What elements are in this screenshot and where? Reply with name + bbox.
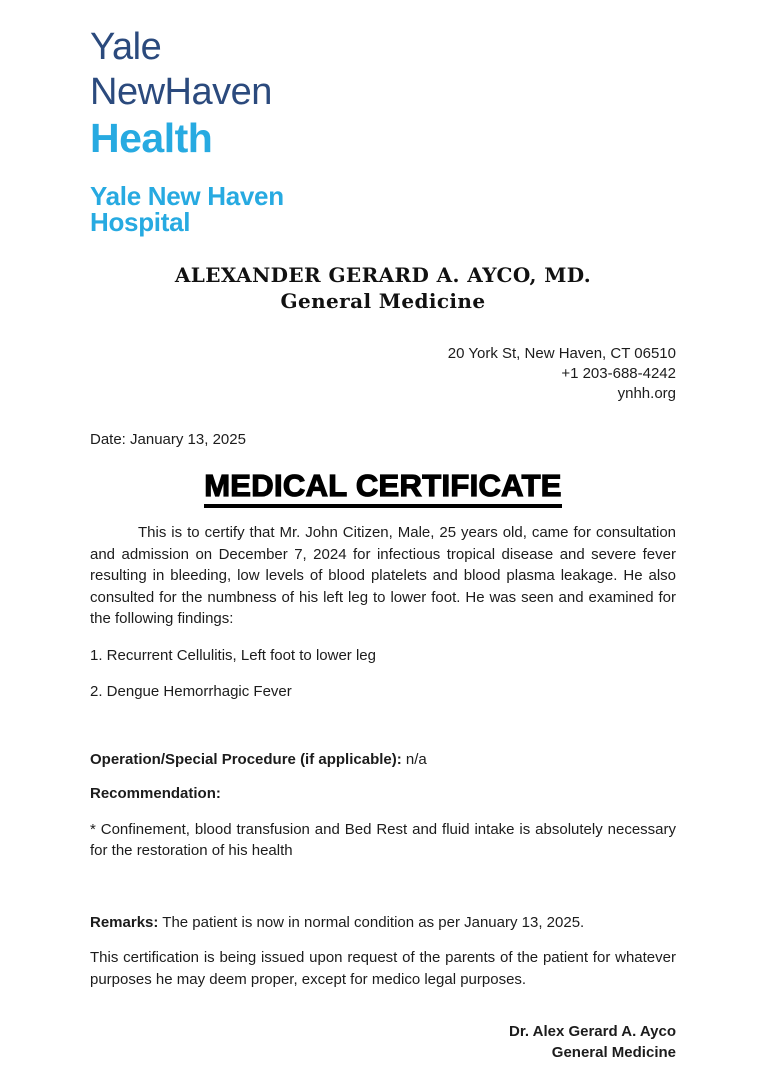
signature-name: Dr. Alex Gerard A. Ayco <box>508 1023 676 1040</box>
finding-item-1: 1. Recurrent Cellulitis, Left foot to lower leg <box>90 646 376 664</box>
logo-hospital-name <box>90 183 676 235</box>
signature-title: General Medicine <box>551 1044 676 1061</box>
closing-paragraph: This certification is being issued upon request of the parents of the patient for whatever purposes he may deem proper, except for medico legal purposes. <box>90 949 676 988</box>
logo-word-health: Health <box>90 115 213 161</box>
doctor-header <box>90 262 676 314</box>
finding-item-2: 2. Dengue Hemorrhagic Fever <box>90 683 292 700</box>
logo-hospital-line2: Hospital <box>90 207 191 237</box>
intro-paragraph: This is to certify that Mr. John Citizen, Male, 25 years old, came for consultation and admission on December 7, 2024 for infectious tropical disease and severe fever resulting in bleeding, low levels of blood platelets and blood plasma leakage. He also consulted for the numbness of his left leg to lower foot. He was seen and examined for the following findings: <box>90 524 676 627</box>
certificate-body <box>90 522 676 990</box>
operation-line <box>90 749 676 771</box>
recommendation-paragraph: * Confinement, blood transfusion and Bed Rest and fluid intake is absolutely necessary for the restoration of his health <box>90 820 676 859</box>
remarks-text: The patient is now in normal condition as per January 13, 2025. <box>162 913 585 931</box>
operation-value: n/a <box>405 750 427 768</box>
date-line: Date: January 13, 2025 <box>90 431 246 448</box>
remarks-label: Remarks: <box>90 913 159 931</box>
logo-hospital-line1: Yale New Haven <box>90 181 284 211</box>
signature-block <box>90 1021 676 1063</box>
contact-phone: +1 203-688-4242 <box>561 365 676 382</box>
contact-info <box>90 344 676 404</box>
operation-label: Operation/Special Procedure (if applicable): <box>90 750 402 768</box>
recommendation-label-line <box>90 783 676 805</box>
doctor-name: ALEXANDER GERARD A. AYCO, MD. <box>174 263 592 287</box>
recommendation-label: Recommendation: <box>90 785 221 802</box>
logo-word-yale: Yale <box>90 26 162 68</box>
logo-word-newhaven: NewHaven <box>90 71 272 113</box>
contact-address: 20 York St, New Haven, CT 06510 <box>447 345 676 362</box>
contact-website: ynhh.org <box>617 385 676 402</box>
yale-new-haven-health-logo <box>90 25 676 235</box>
page-title: MEDICAL CERTIFICATE <box>204 469 562 508</box>
doctor-department: General Medicine <box>280 289 486 313</box>
title-wrap <box>90 469 676 508</box>
remarks-line <box>90 912 676 934</box>
